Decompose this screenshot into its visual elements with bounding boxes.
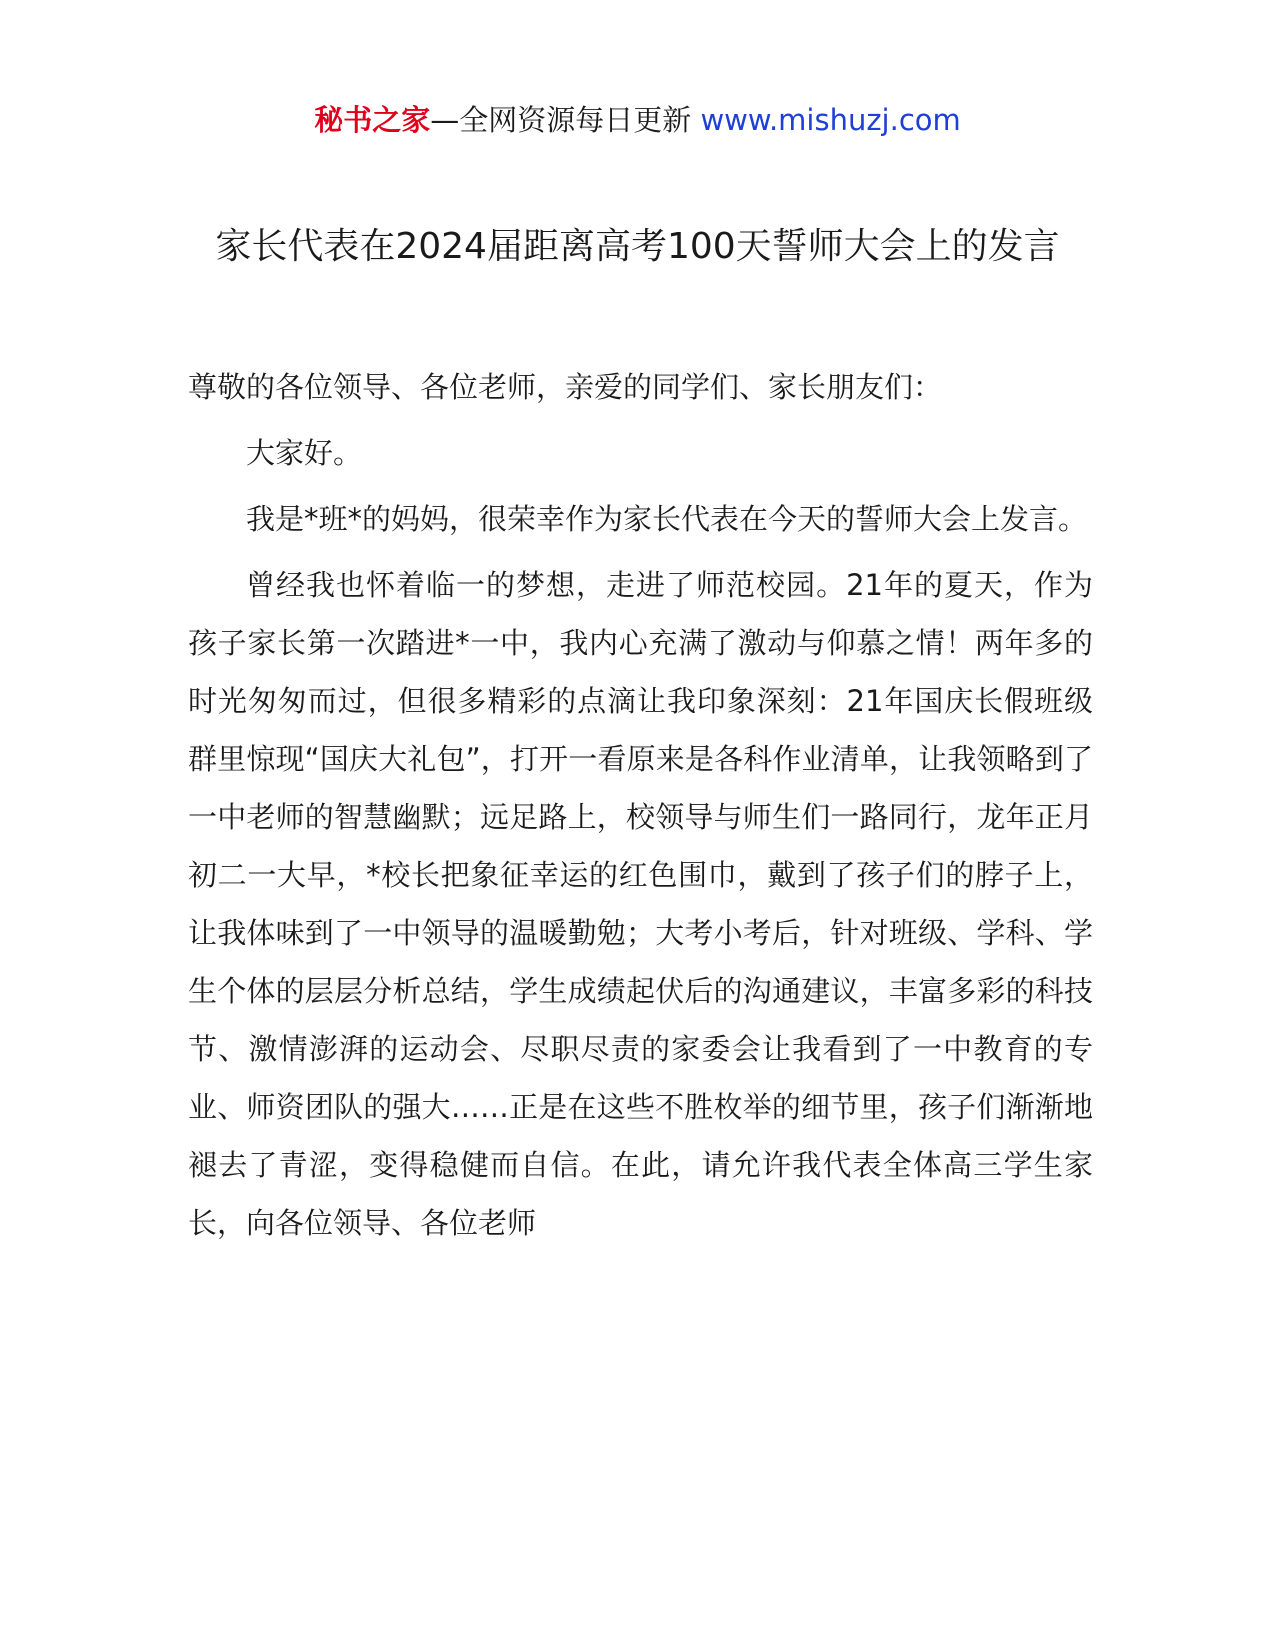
paragraph-greeting: 大家好。 (246, 436, 363, 470)
brand-name: 秘书之家 (314, 103, 431, 137)
document-body (188, 358, 1093, 1260)
document-title: 家长代表在2024届距离高考100天誓师大会上的发言 (215, 226, 1060, 267)
salutation: 尊敬的各位领导、各位老师，亲爱的同学们、家长朋友们： (188, 370, 943, 404)
header-tagline: —全网资源每日更新 (430, 103, 692, 137)
paragraph-memories: 曾经我也怀着临一的梦想，走进了师范校园。21年的夏天，作为孩子家长第一次踏进*一中，我内心充满了激动与仰慕之情！两年多的时光匆匆而过，但很多精彩的点滴让我印象深刻：21年国庆长假班级群里惊现“国庆大礼包”，打开一看原来是各科作业清单，让我领略到了一中老师的智慧幽默；远足路上，校领导与师生们一路同行，龙年正月初二一大早，*校长把象征幸运的红色围巾，戴到了孩子们的脖子上，让我体味到了一中领导的温暖勤勉；大考小考后，针对班级、学科、学生个体的层层分析总结，学生成绩起伏后的沟通建议，丰富多彩的科技节、激情澎湃的运动会、尽职尽责的家委会让我看到了一中教育的专业、师资团队的强大……正是在这些不胜枚举的细节里，孩子们渐渐地褪去了青涩，变得稳健而自信。在此，请允许我代表全体高三学生家长，向各位领导、各位老师 (188, 568, 1093, 1240)
site-url-link[interactable]: www.mishuzj.com (700, 103, 961, 137)
paragraph-introduction: 我是*班*的妈妈，很荣幸作为家长代表在今天的誓师大会上发言。 (246, 502, 1088, 536)
site-header (0, 100, 1275, 140)
